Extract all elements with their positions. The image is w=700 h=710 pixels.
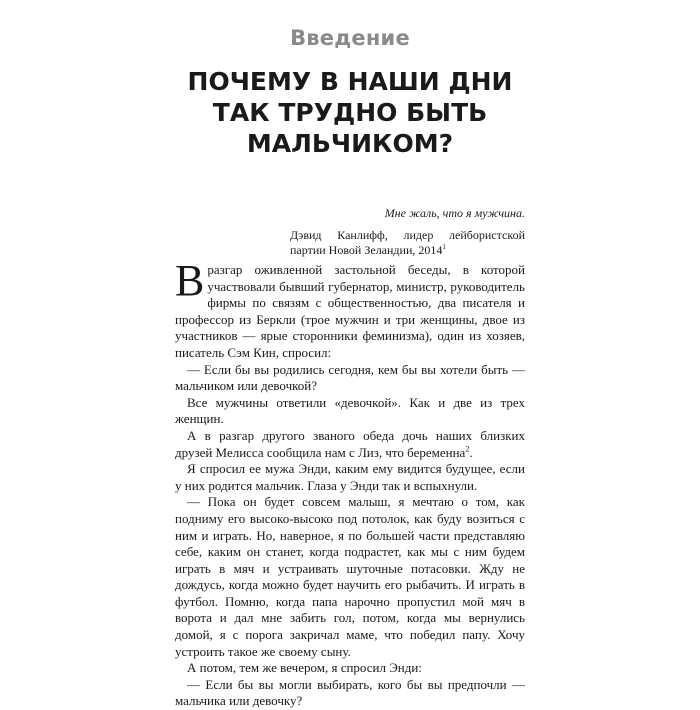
chapter-title-line: ПОЧЕМУ В НАШИ ДНИ xyxy=(187,67,513,96)
paragraph-text: А в разгар другого званого обеда дочь наших близких друзей Мелисса сообщила нам с Лиз, что беременна xyxy=(175,427,525,460)
body-text xyxy=(175,256,525,710)
paragraph: Все мужчины ответили «девочкой». Как и две из трех женщин. xyxy=(175,394,525,427)
section-heading: Введение xyxy=(290,26,410,50)
chapter-title xyxy=(150,66,550,159)
paragraph: — Если бы вы родились сегодня, кем бы вы хотели быть — мальчиком или девочкой? xyxy=(175,361,525,394)
epigraph-attribution xyxy=(290,228,525,258)
footnote-ref: 2 xyxy=(465,444,470,454)
epigraph-attribution-text: Дэвид Канлифф, лидер лейбористской партии Новой Зеландии, 2014 xyxy=(290,228,525,257)
paragraph xyxy=(175,256,525,362)
paragraph: — Если бы вы могли выбирать, кого бы вы предпочли — мальчика или девочку? xyxy=(175,676,525,709)
epigraph-quote: Мне жаль, что я мужчина. xyxy=(384,206,525,220)
paragraph-text: . xyxy=(469,444,473,460)
paragraph: — Пока он будет совсем малыш, я мечтаю о том, как подниму его высоко-высоко под потолок, как буду возиться с ним и играть. Но, наверное, я по большей части представляю себе, каким он станет, когда подрастет, как мы с ним будем играть в мяч и устраивать шуточные потасовки. Жду не дождусь, когда можно будет научить его рыбачить. И играть в футбол. Помню, когда папа нарочно пропустил мой мяч в ворота и дал мне забить гол, потом, когда мы вернулись домой, я с порога закричал маме, что победил папу. Хочу устроить такое же своему сыну. xyxy=(175,494,525,659)
paragraph: Я спросил ее мужа Энди, каким ему видится будущее, если у них родится мальчик. Глаза у Энди так и вспыхнули. xyxy=(175,461,525,493)
paragraph-text: разгар оживленной застольной беседы, в которой участвовали бывший губернатор, министр, руководитель фирмы по связям с общественностью, два писателя и профессор из Беркли (трое мужчин и три женщины, двое из участников — ярые сторонники феминизма), один из хозяев, писатель Сэм Кин, спросил: xyxy=(175,262,525,360)
paragraph xyxy=(175,428,525,461)
footnote-ref: 1 xyxy=(442,243,446,251)
chapter-title-line: МАЛЬЧИКОМ? xyxy=(246,129,454,158)
chapter-title-line: ТАК ТРУДНО БЫТЬ xyxy=(212,98,488,127)
paragraph: А потом, тем же вечером, я спросил Энди: xyxy=(187,660,422,676)
drop-cap: В xyxy=(175,256,205,305)
epigraph xyxy=(290,206,525,258)
